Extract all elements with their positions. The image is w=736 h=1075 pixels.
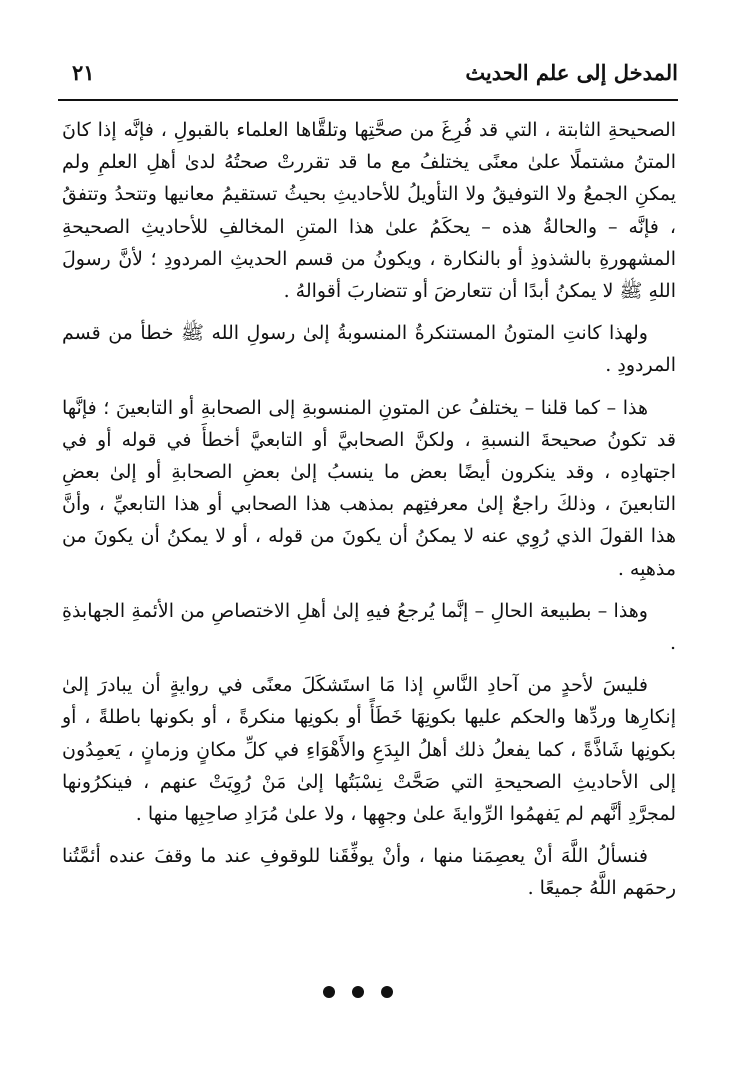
paragraph: هذا – كما قلنا – يختلفُ عن المتونِ المنسوبةِ إلى الصحابةِ أو التابعينَ ؛ فإنَّها قد تكونُ صحيحةَ النسبةِ ، ولكنَّ الصحابيَّ أو التابعيَّ أخطأَ في قوله أو في اجتهادِه ، وقد ينكرون أيضًا بعض ما ينسبُ إلىٰ بعضِ الصحابةِ أو إلىٰ بعضِ التابعينَ ، وذلكَ راجعٌ إلىٰ معرفتِهم بمذهب هذا الصحابي أو هذا التابعيِّ ، وأنَّ هذا القولَ الذي رُوِي عنه لا يمكنُ أن يكونَ من قوله ، أو لا يمكنُ أن يكونَ من مذهبِه . — [62, 396, 676, 580]
body-text — [62, 114, 676, 915]
paragraph: وهذا – بطبيعة الحالِ – إنَّما يُرجعُ فيهِ إلىٰ أهلِ الاختصاصِ من الأئمةِ الجهابذةِ . — [62, 599, 676, 655]
header-rule — [58, 99, 678, 101]
paragraph: ولهذا كانتِ المتونُ المستنكرةُ المنسوبةُ إلىٰ رسولِ الله ﷺ خطأ من قسم المردودِ . — [62, 322, 676, 377]
page-header — [58, 58, 678, 98]
separator-dot — [381, 986, 393, 998]
paragraph: فليسَ لأحدٍ من آحادِ النَّاسِ إذا مَا استَشكَلَ معنًى في روايةٍ أن يبادرَ إلىٰ إنكارِها وردِّها والحكم عليها بكونِهَا خَطَأً أو بكونِها منكرةً ، أو بكونها باطلةً ، أو بكونِها شَاذَّةً ، كما يفعلُ ذلك أهلُ البِدَعِ والأَهْوَاءِ في كلِّ مكانٍ وزمانٍ ، يَعمِدُون إلى الأحاديثِ الصحيحةِ التي صَحَّتْ نِسْبَتُها إلىٰ مَنْ رُوِيَتْ عنهم ، فينكرُونها لمجرَّدِ أنَّهم لم يَفهمُوا الرِّوايةَ علىٰ وجهِها ، ولا علىٰ مُرَادِ صاحِبِها منها . — [62, 674, 676, 826]
paragraph: الصحيحةِ الثابتة ، التي قد فُرِغَ من صحَّتِها وتلقَّاها العلماء بالقبولِ ، فإنَّه إذا كانَ المتنُ مشتملًا علىٰ معنًى يختلفُ مع ما قد تقررتْ صحتُهُ لدىٰ أهلِ العلمِ ولم يمكنِ الجمعُ ولا التوفيقُ ولا التأويلُ للأحاديثِ بحيثُ تستقيمُ معانيها وتتحدُ وتتفقُ ، فإنَّه – والحالةُ هذه – يحكَمُ علىٰ هذا المتنِ المخالفِ للأحاديثِ الصحيحةِ المشهورةِ بالشذوذِ أو بالنكارة ، ويكونُ من قسم الحديثِ المردودِ ؛ لأنَّ رسولَ اللهِ ﷺ لا يمكنُ أبدًا أن تتعارضَ أو تتضاربَ أقوالهُ . — [62, 119, 676, 303]
page-number: ٢١ — [72, 60, 95, 85]
separator-dot — [352, 986, 364, 998]
separator-dot — [323, 986, 335, 998]
paragraph: فنسألُ اللَّهَ أنْ يعصِمَنا منها ، وأنْ يوفِّقَنا للوقوفِ عند ما وقفَ عنده أئمَّتُنا رحمَهم اللَّهُ جميعًا . — [62, 845, 676, 900]
section-separator — [323, 984, 393, 1000]
running-title: المدخل إلى علم الحديث — [465, 60, 678, 85]
